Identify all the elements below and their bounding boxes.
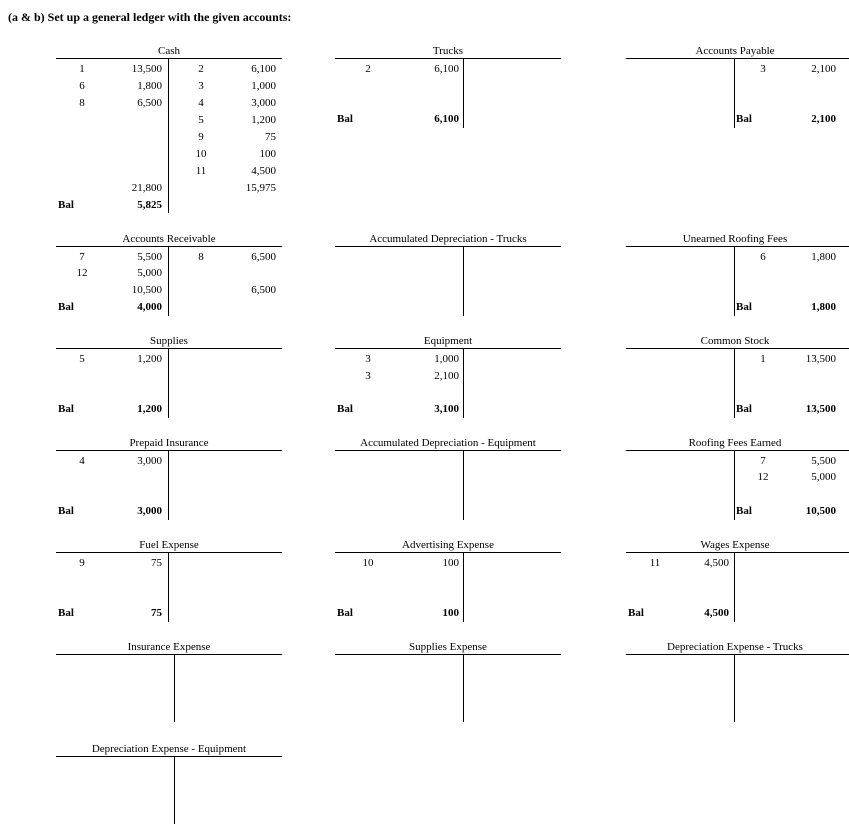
t-account-trucks	[335, 45, 561, 135]
t-account-cash	[56, 45, 282, 215]
ledger-ref: 10	[195, 148, 207, 160]
t-account-rule	[626, 654, 849, 655]
t-account-divider	[463, 552, 464, 622]
ledger-amount: 2,100	[811, 63, 836, 75]
ledger-ref: 11	[195, 165, 207, 177]
page-heading: (a & b) Set up a general ledger with the given accounts:	[8, 10, 292, 24]
t-account-unearned-roofing-fees	[626, 233, 849, 323]
t-account-divider	[463, 246, 464, 316]
balance-label: Bal	[58, 301, 74, 313]
balance-label: Bal	[337, 113, 353, 125]
balance-label: Bal	[736, 113, 752, 125]
account-title: Cash	[158, 45, 180, 57]
t-account-rule	[335, 654, 561, 655]
ledger-ref: 3	[198, 80, 204, 92]
ledger-ref: 2	[365, 63, 371, 75]
account-title: Trucks	[432, 45, 464, 57]
account-title: Accumulated Depreciation - Trucks	[369, 233, 527, 245]
account-title: Accumulated Depreciation - Equipment	[360, 437, 536, 449]
balance-amount: 3,100	[434, 403, 459, 415]
balance-label: Bal	[58, 403, 74, 415]
balance-label: Bal	[337, 607, 353, 619]
t-account-rule	[335, 348, 561, 349]
ledger-amount: 5,000	[811, 471, 836, 483]
t-account-rule	[626, 58, 849, 59]
t-account-rule	[56, 246, 282, 247]
ledger-amount: 1,200	[137, 353, 162, 365]
t-account-rule	[56, 58, 282, 59]
t-account-accounts-payable	[626, 45, 849, 135]
ledger-ref: 2	[198, 63, 204, 75]
ledger-ref: 9	[198, 131, 204, 143]
t-account-equipment	[335, 335, 561, 425]
ledger-ref: 10	[362, 557, 374, 569]
t-account-divider	[168, 348, 169, 418]
t-account-rule	[335, 450, 561, 451]
account-title: Insurance Expense	[127, 641, 211, 653]
t-account-accum-dep-trucks	[335, 233, 561, 323]
ledger-amount: 3,000	[251, 97, 276, 109]
ledger-ref: 11	[649, 557, 661, 569]
ledger-ref: 8	[79, 97, 85, 109]
balance-amount: 100	[442, 607, 459, 619]
t-account-divider	[734, 450, 735, 520]
t-account-divider	[168, 552, 169, 622]
ledger-amount: 5,500	[811, 455, 836, 467]
ledger-amount: 1,200	[251, 114, 276, 126]
account-title: Accounts Payable	[695, 45, 775, 57]
account-title: Supplies Expense	[409, 641, 487, 653]
t-account-dep-exp-trucks	[626, 641, 849, 731]
ledger-amount: 5,500	[137, 251, 162, 263]
balance-label: Bal	[58, 199, 74, 211]
ledger-amount: 6,500	[137, 97, 162, 109]
balance-amount: 2,100	[811, 113, 836, 125]
t-account-divider	[734, 552, 735, 622]
t-account-wages-expense	[626, 539, 849, 629]
ledger-ref: 3	[365, 353, 371, 365]
ledger-ref: 3	[365, 370, 371, 382]
t-account-rule	[56, 348, 282, 349]
account-title: Roofing Fees Earned	[688, 437, 782, 449]
t-account-divider	[734, 654, 735, 722]
ledger-ref: 6	[760, 251, 766, 263]
ledger-amount: 6,100	[251, 63, 276, 75]
ledger-ref: 5	[79, 353, 85, 365]
t-account-insurance-expense	[56, 641, 282, 731]
account-title: Wages Expense	[700, 539, 770, 551]
balance-label: Bal	[58, 505, 74, 517]
t-account-roofing-fees-earned	[626, 437, 849, 527]
t-account-rule	[56, 450, 282, 451]
balance-label: Bal	[736, 301, 752, 313]
account-title: Advertising Expense	[402, 539, 494, 551]
ledger-amount: 100	[259, 148, 276, 160]
ledger-ref: 3	[760, 63, 766, 75]
ledger-ref: 12	[76, 267, 88, 279]
ledger-ref: 5	[198, 114, 204, 126]
balance-label: Bal	[628, 607, 644, 619]
t-account-divider	[734, 246, 735, 316]
t-account-supplies	[56, 335, 282, 425]
t-account-divider	[174, 756, 175, 824]
ledger-ref: 12	[757, 471, 769, 483]
ledger-amount: 1,800	[137, 80, 162, 92]
t-account-accum-dep-equipment	[335, 437, 561, 527]
t-account-prepaid-insurance	[56, 437, 282, 527]
t-account-rule	[56, 756, 282, 757]
account-title: Fuel Expense	[139, 539, 199, 551]
ledger-ref: 1	[79, 63, 85, 75]
account-title: Accounts Receivable	[122, 233, 216, 245]
account-title: Equipment	[423, 335, 473, 347]
t-account-divider	[168, 246, 169, 316]
ledger-ref: 4	[198, 97, 204, 109]
balance-label: Bal	[58, 607, 74, 619]
debit-total: 21,800	[131, 182, 162, 194]
account-title: Prepaid Insurance	[129, 437, 209, 449]
t-account-divider	[168, 450, 169, 520]
balance-amount: 75	[151, 607, 162, 619]
ledger-amount: 1,800	[811, 251, 836, 263]
ledger-amount: 3,000	[137, 455, 162, 467]
account-title: Unearned Roofing Fees	[682, 233, 788, 245]
t-account-rule	[56, 552, 282, 553]
balance-amount: 3,000	[137, 505, 162, 517]
account-title: Depreciation Expense - Trucks	[667, 641, 803, 653]
balance-label: Bal	[337, 403, 353, 415]
balance-amount: 4,500	[704, 607, 729, 619]
t-account-accounts-receivable	[56, 233, 282, 323]
t-account-rule	[56, 654, 282, 655]
ledger-amount: 5,000	[137, 267, 162, 279]
account-title: Supplies	[150, 335, 188, 347]
t-account-dep-exp-equipment	[56, 743, 282, 833]
balance-amount: 1,200	[137, 403, 162, 415]
credit-total: 15,975	[245, 182, 276, 194]
ledger-amount: 1,000	[434, 353, 459, 365]
t-account-divider	[463, 450, 464, 520]
t-account-rule	[626, 348, 849, 349]
ledger-amount: 4,500	[704, 557, 729, 569]
t-account-rule	[335, 552, 561, 553]
balance-amount: 4,000	[137, 301, 162, 313]
balance-amount: 5,825	[137, 199, 162, 211]
balance-label: Bal	[736, 403, 752, 415]
ledger-amount: 2,100	[434, 370, 459, 382]
t-account-rule	[626, 552, 849, 553]
balance-label: Bal	[736, 505, 752, 517]
t-account-fuel-expense	[56, 539, 282, 629]
balance-amount: 13,500	[805, 403, 836, 415]
ledger-ref: 8	[198, 251, 204, 263]
t-account-divider	[734, 348, 735, 418]
ledger-amount: 1,000	[251, 80, 276, 92]
ledger-ref: 1	[760, 353, 766, 365]
t-account-divider	[168, 58, 169, 213]
ledger-amount: 6,100	[434, 63, 459, 75]
credit-total: 6,500	[251, 284, 276, 296]
ledger-ref: 9	[79, 557, 85, 569]
t-account-supplies-expense	[335, 641, 561, 731]
t-account-divider	[174, 654, 175, 722]
ledger-amount: 4,500	[251, 165, 276, 177]
ledger-amount: 75	[265, 131, 276, 143]
account-title: Depreciation Expense - Equipment	[91, 743, 247, 755]
ledger-ref: 7	[79, 251, 85, 263]
debit-total: 10,500	[131, 284, 162, 296]
t-account-advertising-expense	[335, 539, 561, 629]
t-account-rule	[335, 246, 561, 247]
ledger-ref: 4	[79, 455, 85, 467]
ledger-amount: 100	[442, 557, 459, 569]
account-title: Common Stock	[700, 335, 770, 347]
ledger-ref: 6	[79, 80, 85, 92]
t-account-divider	[463, 348, 464, 418]
balance-amount: 1,800	[811, 301, 836, 313]
balance-amount: 6,100	[434, 113, 459, 125]
t-account-rule	[335, 58, 561, 59]
ledger-amount: 75	[151, 557, 162, 569]
t-account-divider	[734, 58, 735, 128]
t-account-rule	[626, 450, 849, 451]
ledger-ref: 7	[760, 455, 766, 467]
t-account-common-stock	[626, 335, 849, 425]
balance-amount: 10,500	[805, 505, 836, 517]
t-account-divider	[463, 58, 464, 128]
ledger-amount: 13,500	[131, 63, 162, 75]
ledger-amount: 6,500	[251, 251, 276, 263]
t-account-divider	[463, 654, 464, 722]
ledger-amount: 13,500	[805, 353, 836, 365]
t-account-rule	[626, 246, 849, 247]
